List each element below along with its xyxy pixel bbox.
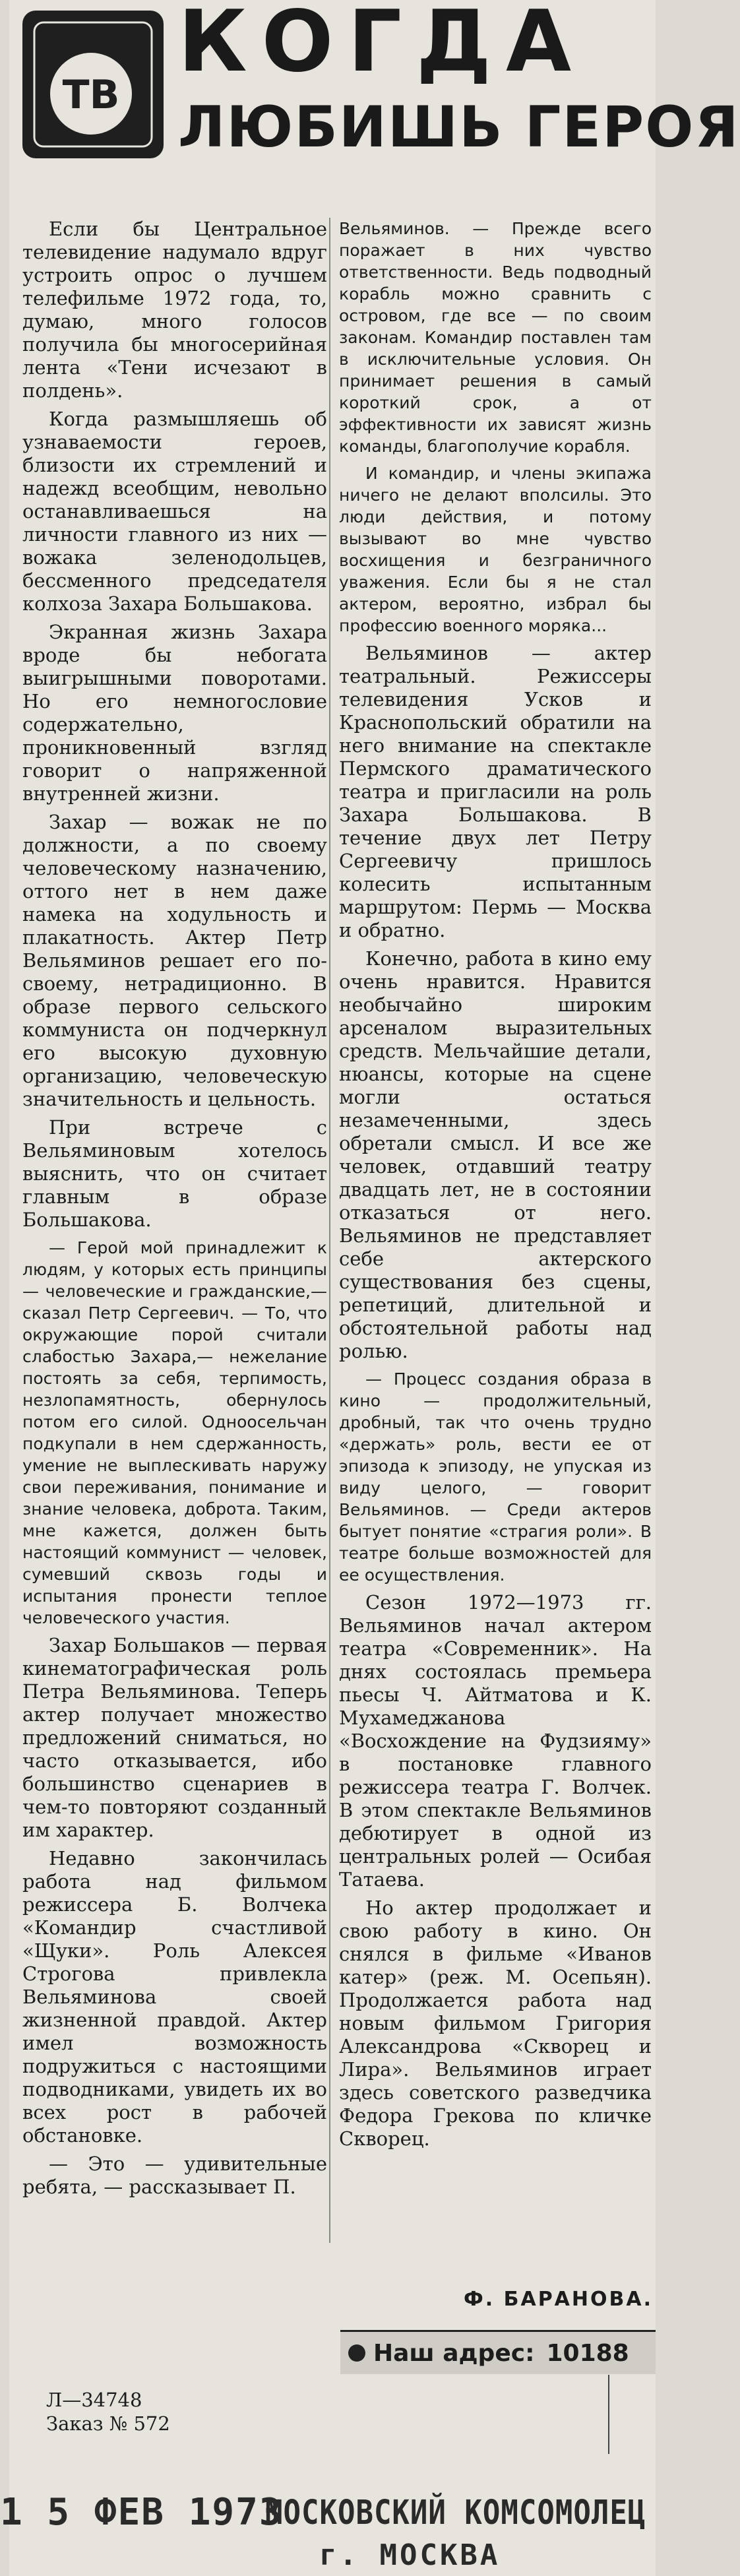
column-divider bbox=[329, 218, 330, 2243]
address-bar bbox=[340, 2330, 656, 2374]
stamp-city: г. МОСКВА bbox=[319, 2538, 501, 2572]
address-value: 10188 bbox=[546, 2339, 629, 2367]
article-paragraph: Но актер продолжает и свою работу в кино. Он снялся в фильме «Иванов катер» (реж. М. Осепьян). Продолжается работа над новым фильмом Григория Александрова «Скворец и Лира». Вельяминов играет здесь советского разведчика Федора Грекова по кличке Скворец. bbox=[339, 1897, 652, 2150]
article-paragraph: Захар Большаков — первая кинематографическая роль Петра Вельяминова. Теперь актер получает множество предложений сниматься, но часто отказывается, ибо большинство сценариев в чем-то повторяют созданный им характер. bbox=[22, 1634, 327, 1841]
stamp-newspaper: МОСКОВСКИЙ КОМСОМОЛЕЦ bbox=[265, 2494, 646, 2532]
headline-line-2: ЛЮБИШЬ ГЕРОЯ bbox=[178, 94, 740, 160]
logo-text: ТВ bbox=[62, 72, 120, 118]
article-left-column bbox=[22, 218, 327, 2204]
headline-line-1: КОГДА bbox=[178, 0, 586, 91]
quote-paragraph: И командир, и члены экипажа ничего не делают вполсилы. Это люди действия, и потому вызывают во мне чувство восхищения и безграничного уважения. Если бы я не стал актером, вероятно, избрал бы профессию военного моряка... bbox=[339, 464, 652, 635]
archive-stamp bbox=[0, 2482, 665, 2576]
address-label: Наш адрес: bbox=[373, 2339, 535, 2367]
tv-logo bbox=[22, 11, 164, 158]
article-paragraph: При встрече с Вельяминовым хотелось выяснить, что он считает главным в образе Большакова. bbox=[22, 1116, 327, 1231]
article-paragraph: Когда размышляешь об узнаваемости героев, близости их стремлений и надежд всеобщим, невольно останавливаешься на личности главного из них — вожака зеленодольцев, бессменного председателя колхоза Захара Большакова. bbox=[22, 408, 327, 615]
article-paragraph: — Это — удивительные ребята, — рассказывает П. bbox=[22, 2152, 327, 2198]
imprint-order: Заказ № 572 bbox=[46, 2412, 170, 2435]
bullet-icon bbox=[348, 2344, 365, 2362]
article-paragraph: Конечно, работа в кино ему очень нравится. Нравится необычайно широким арсеналом выразительных средств. Мельчайшие детали, нюансы, которые на сцене могли остаться незамеченными, здесь обретали смысл. И все же человек, отдавший театру двадцать лет, не в состоянии отказаться от него. Вельяминов не представляет себе актерского существования без сцены, репетиций, длительной и обстоятельной работы над ролью. bbox=[339, 947, 652, 1362]
article-paragraph: Если бы Центральное телевидение надумало вдруг устроить опрос о лучшем телефильме 1972 года, то, думаю, много голосов получила бы многосерийная лента «Тени исчезают в полдень». bbox=[22, 218, 327, 402]
quote-paragraph: — Процесс создания образа в кино — продолжительный, дробный, так что очень трудно «держать» роль, вести ее от эпизода к эпизоду, не упуская из виду целого, — говорит Вельяминов. — Среди актеров бытует понятие «страгия роли». В театре больше возможностей для ее осуществления. bbox=[339, 1369, 652, 1585]
quote-paragraph: Вельяминов. — Прежде всего поражает в них чувство ответственности. Ведь подводный корабль можно сравнить с островом, где все — по своим законам. Командир поставлен там в исключительные условия. Он принимает решения в самый короткий срок, а от эффективности их зависят жизнь команды, благополучие корабля. bbox=[339, 219, 652, 456]
article-paragraph: Недавно закончилась работа над фильмом режиссера Б. Волчека «Командир счастливой «Щуки». Роль Алексея Строгова привлекла Вельяминова своей жизненной правдой. Актер имел возможность подружиться с настоящими подводниками, увидеть их во всех рост в рабочей обстановке. bbox=[22, 1847, 327, 2147]
article-paragraph: Захар — вожак не по должности, а по своему человеческому назначению, оттого нет в нем даже намека на ходульность и плакатность. Актер Петр Вельяминов решает его по-своему, нетрадиционно. В образе первого сельского коммуниста он подчеркнул его высокую духовную организацию, человеческую значительность и цельность. bbox=[22, 811, 327, 1110]
author-signature: Ф. БАРАНОВА. bbox=[464, 2288, 653, 2311]
article-paragraph: Вельяминов — актер театральный. Режиссеры телевидения Усков и Краснопольский обратили на него внимание на спектакле Пермского драматического театра и пригласили на роль Захара Большакова. В течение двух лет Петру Сергеевичу пришлось колесить испытанным маршрутом: Пермь — Москва и обратно. bbox=[339, 642, 652, 941]
quote-paragraph: — Герой мой принадлежит к людям, у которых есть принципы — человеческие и гражданские,—сказал Петр Сергеевич. — То, что окружающие порой считали слабостью Захара,— нежелание постоять за себя, терпимость, незлопамятность, обернулось потом его силой. Одноосельчан подкупали в нем сдержанность, умение не выплескивать наружу свои переживания, понимание и знание человека, доброта. Таким, мне кажется, должен быть настоящий коммунист — человек, сумевший сквозь годы и испытания пронести теплое человеческого участия. bbox=[22, 1238, 327, 1627]
vertical-rule bbox=[608, 2375, 609, 2454]
article-right-column bbox=[339, 218, 652, 2156]
print-imprint bbox=[46, 2388, 336, 2435]
stamp-date: 1 5 ФЕВ 1973 bbox=[0, 2491, 283, 2534]
article-paragraph: Сезон 1972—1973 гг. Вельяминов начал актером театра «Современник». На днях состоялась премьера пьесы Ч. Айтматова и К. Мухамеджанова «Восхождение на Фудзияму» в постановке главного режиссера театра Г. Волчек. В этом спектакле Вельяминов дебютирует в одной из центральных ролей — Осибая Татаева. bbox=[339, 1591, 652, 1891]
article-paragraph: Экранная жизнь Захара вроде бы небогата выигрышными поворотами. Но его немногословие содержательно, проникновенный взгляд говорит о напряженной внутренней жизни. bbox=[22, 621, 327, 805]
imprint-license: Л—34748 bbox=[46, 2389, 142, 2411]
